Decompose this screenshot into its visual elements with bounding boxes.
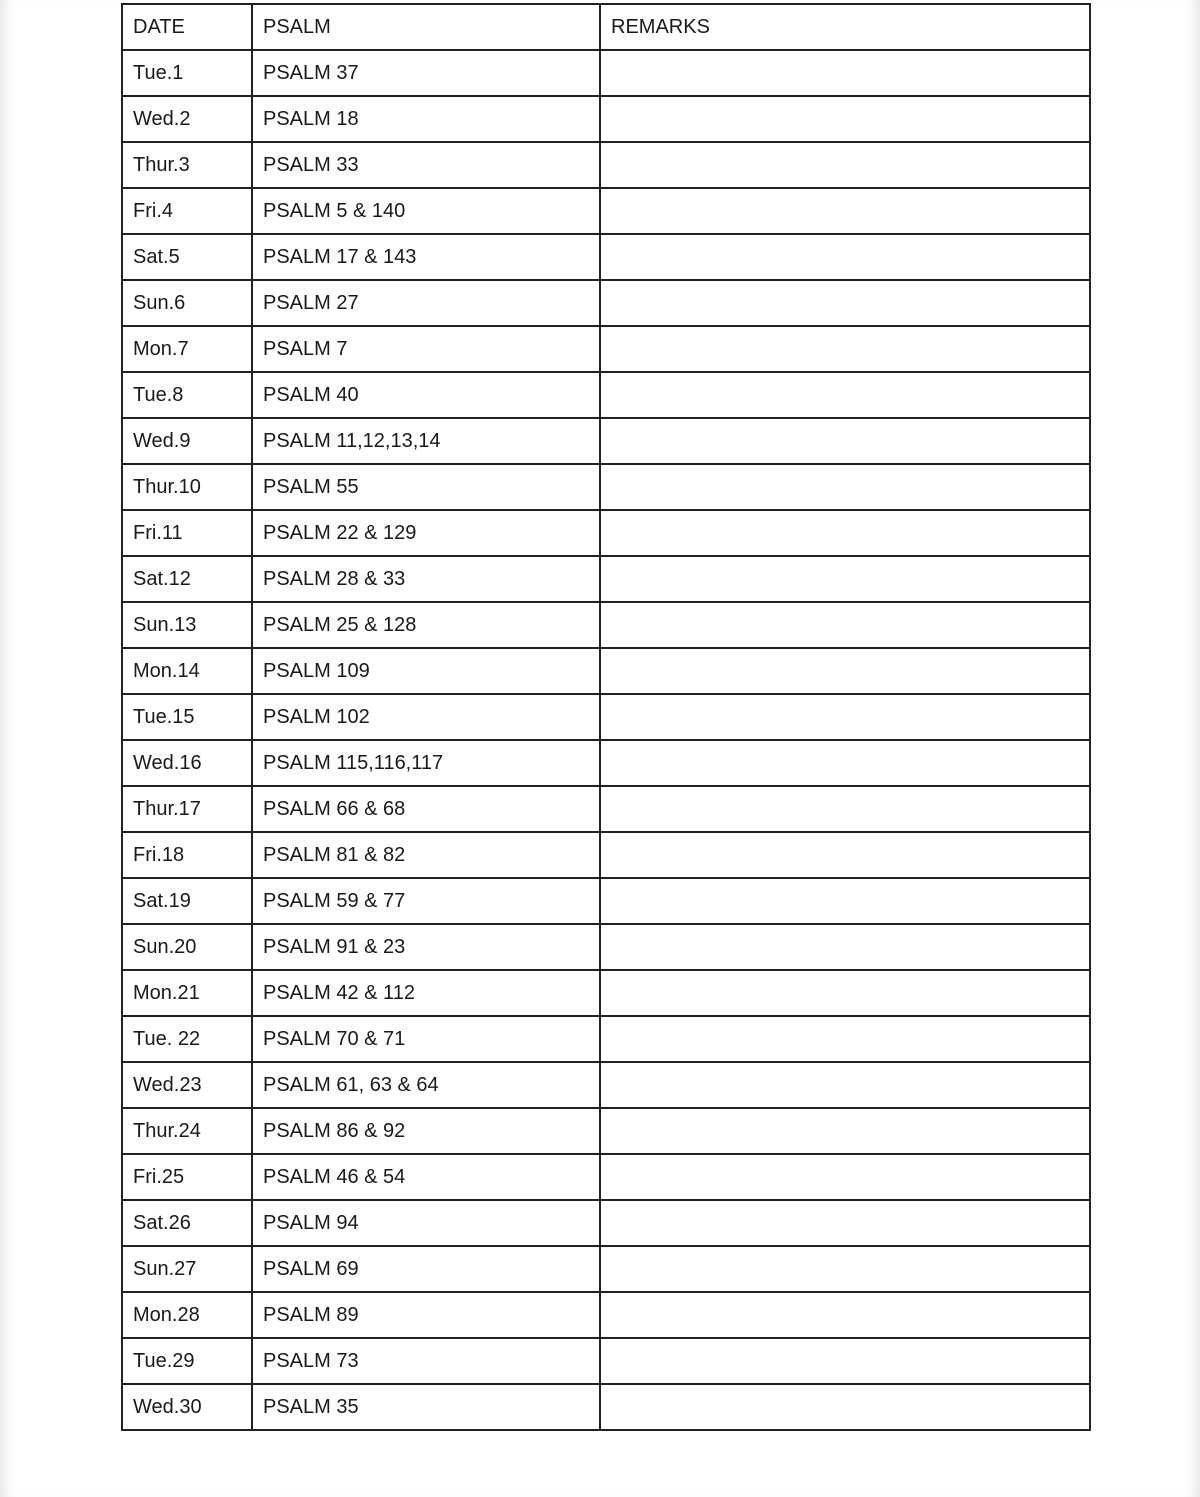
table-row (122, 740, 1090, 786)
psalm-cell: PSALM 28 & 33 (252, 556, 600, 602)
table-row (122, 1384, 1090, 1430)
remarks-cell (600, 1108, 1090, 1154)
table-row (122, 1062, 1090, 1108)
psalm-cell: PSALM 91 & 23 (252, 924, 600, 970)
table-row (122, 970, 1090, 1016)
remarks-cell (600, 510, 1090, 556)
psalm-cell: PSALM 40 (252, 372, 600, 418)
date-cell: Tue.29 (122, 1338, 252, 1384)
table-row (122, 1108, 1090, 1154)
date-cell: Thur.10 (122, 464, 252, 510)
psalm-cell: PSALM 69 (252, 1246, 600, 1292)
remarks-cell (600, 1154, 1090, 1200)
remarks-cell (600, 832, 1090, 878)
table-row (122, 786, 1090, 832)
psalm-cell: PSALM 17 & 143 (252, 234, 600, 280)
remarks-cell (600, 970, 1090, 1016)
table-row (122, 1016, 1090, 1062)
date-cell: Sun.27 (122, 1246, 252, 1292)
remarks-cell (600, 740, 1090, 786)
remarks-cell (600, 1338, 1090, 1384)
remarks-cell (600, 694, 1090, 740)
date-cell: Tue.1 (122, 50, 252, 96)
psalm-cell: PSALM 37 (252, 50, 600, 96)
psalm-cell: PSALM 89 (252, 1292, 600, 1338)
table-row (122, 280, 1090, 326)
remarks-cell (600, 1292, 1090, 1338)
date-cell: Wed.9 (122, 418, 252, 464)
remarks-cell (600, 786, 1090, 832)
date-cell: Thur.17 (122, 786, 252, 832)
table-row (122, 96, 1090, 142)
remarks-cell (600, 648, 1090, 694)
remarks-cell (600, 464, 1090, 510)
table-row (122, 142, 1090, 188)
table-row (122, 602, 1090, 648)
table-row (122, 50, 1090, 96)
date-cell: Sun.6 (122, 280, 252, 326)
table-row (122, 326, 1090, 372)
remarks-cell (600, 326, 1090, 372)
psalm-cell: PSALM 115,116,117 (252, 740, 600, 786)
date-cell: Sat.26 (122, 1200, 252, 1246)
table-row (122, 648, 1090, 694)
date-cell: Sat.5 (122, 234, 252, 280)
date-cell: Fri.18 (122, 832, 252, 878)
psalm-cell: PSALM 42 & 112 (252, 970, 600, 1016)
date-cell: Tue. 22 (122, 1016, 252, 1062)
table-header (122, 4, 1090, 50)
psalm-cell: PSALM 11,12,13,14 (252, 418, 600, 464)
table-row (122, 878, 1090, 924)
table-row (122, 234, 1090, 280)
date-cell: Wed.30 (122, 1384, 252, 1430)
psalm-cell: PSALM 109 (252, 648, 600, 694)
date-cell: Wed.2 (122, 96, 252, 142)
remarks-cell (600, 188, 1090, 234)
remarks-cell (600, 96, 1090, 142)
remarks-cell (600, 142, 1090, 188)
date-cell: Sat.19 (122, 878, 252, 924)
date-cell: Fri.4 (122, 188, 252, 234)
remarks-cell (600, 50, 1090, 96)
psalm-cell: PSALM 25 & 128 (252, 602, 600, 648)
remarks-cell (600, 280, 1090, 326)
psalm-cell: PSALM 66 & 68 (252, 786, 600, 832)
date-cell: Mon.14 (122, 648, 252, 694)
psalm-cell: PSALM 35 (252, 1384, 600, 1430)
table-body (122, 50, 1090, 1430)
date-cell: Thur.24 (122, 1108, 252, 1154)
remarks-cell (600, 1016, 1090, 1062)
table-row (122, 1154, 1090, 1200)
psalm-reading-table (121, 3, 1091, 1431)
date-cell: Mon.21 (122, 970, 252, 1016)
table-row (122, 372, 1090, 418)
table-row (122, 694, 1090, 740)
table-row (122, 464, 1090, 510)
remarks-cell (600, 1062, 1090, 1108)
table-row (122, 418, 1090, 464)
table-row (122, 924, 1090, 970)
remarks-cell (600, 372, 1090, 418)
date-cell: Tue.15 (122, 694, 252, 740)
date-cell: Fri.25 (122, 1154, 252, 1200)
psalm-cell: PSALM 7 (252, 326, 600, 372)
date-cell: Tue.8 (122, 372, 252, 418)
psalm-cell: PSALM 46 & 54 (252, 1154, 600, 1200)
date-cell: Thur.3 (122, 142, 252, 188)
remarks-cell (600, 1200, 1090, 1246)
psalm-cell: PSALM 59 & 77 (252, 878, 600, 924)
table-row (122, 188, 1090, 234)
header-remarks: REMARKS (600, 4, 1090, 50)
psalm-cell: PSALM 102 (252, 694, 600, 740)
table-row (122, 1200, 1090, 1246)
date-cell: Sat.12 (122, 556, 252, 602)
table-row (122, 832, 1090, 878)
psalm-cell: PSALM 70 & 71 (252, 1016, 600, 1062)
remarks-cell (600, 602, 1090, 648)
table-row (122, 1292, 1090, 1338)
date-cell: Fri.11 (122, 510, 252, 556)
date-cell: Wed.16 (122, 740, 252, 786)
date-cell: Mon.28 (122, 1292, 252, 1338)
remarks-cell (600, 556, 1090, 602)
psalm-cell: PSALM 27 (252, 280, 600, 326)
psalm-cell: PSALM 22 & 129 (252, 510, 600, 556)
psalm-cell: PSALM 61, 63 & 64 (252, 1062, 600, 1108)
psalm-cell: PSALM 94 (252, 1200, 600, 1246)
remarks-cell (600, 924, 1090, 970)
header-date: DATE (122, 4, 252, 50)
psalm-cell: PSALM 18 (252, 96, 600, 142)
table-row (122, 1246, 1090, 1292)
psalm-cell: PSALM 55 (252, 464, 600, 510)
date-cell: Sun.13 (122, 602, 252, 648)
psalm-cell: PSALM 86 & 92 (252, 1108, 600, 1154)
date-cell: Sun.20 (122, 924, 252, 970)
table-row (122, 1338, 1090, 1384)
remarks-cell (600, 418, 1090, 464)
header-psalm: PSALM (252, 4, 600, 50)
date-cell: Mon.7 (122, 326, 252, 372)
psalm-cell: PSALM 81 & 82 (252, 832, 600, 878)
table-row (122, 556, 1090, 602)
psalm-cell: PSALM 5 & 140 (252, 188, 600, 234)
psalm-cell: PSALM 73 (252, 1338, 600, 1384)
header-row (122, 4, 1090, 50)
remarks-cell (600, 878, 1090, 924)
psalm-cell: PSALM 33 (252, 142, 600, 188)
remarks-cell (600, 234, 1090, 280)
remarks-cell (600, 1384, 1090, 1430)
table-row (122, 510, 1090, 556)
date-cell: Wed.23 (122, 1062, 252, 1108)
remarks-cell (600, 1246, 1090, 1292)
